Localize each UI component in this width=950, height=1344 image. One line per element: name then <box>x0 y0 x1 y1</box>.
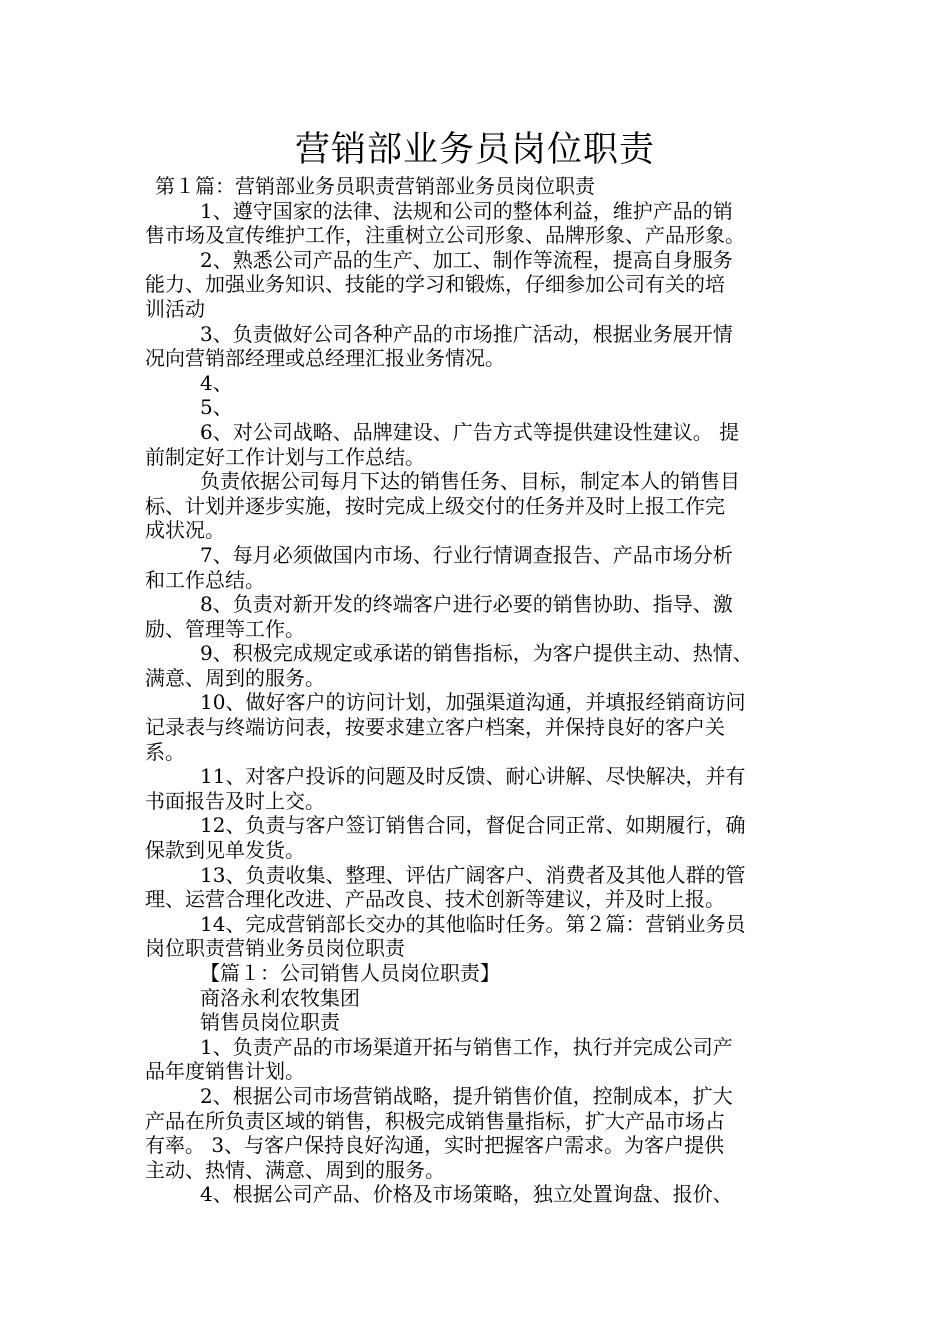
document-body <box>145 174 815 1207</box>
paragraph-line: 5、 <box>200 395 233 420</box>
paragraph-line: 1、遵守国家的法律、法规和公司的整体利益，维护产品的销 <box>200 198 733 223</box>
paragraph-line: 标、计划并逐步实施，按时完成上级交付的任务并及时上报工作完 <box>145 493 725 518</box>
paragraph-line: 产品在所负责区域的销售，积极完成销售量指标，扩大产品市场占 <box>145 1108 725 1133</box>
paragraph-line: 品年度销售计划。 <box>145 1059 305 1084</box>
paragraph-line: 14、完成营销部长交办的其他临时任务。第２篇：营销业务员 <box>200 911 746 936</box>
subsection-title: 销售员岗位职责 <box>200 1010 340 1035</box>
paragraph-line: 岗位职责营销业务员岗位职责 <box>145 936 405 961</box>
paragraph-line: 满意、周到的服务。 <box>145 665 325 690</box>
paragraph-line: 和工作总结。 <box>145 567 265 592</box>
paragraph-line: 成状况。 <box>145 518 225 543</box>
paragraph-line: 保款到见单发货。 <box>145 838 305 863</box>
paragraph-line: 售市场及宣传维护工作，注重树立公司形象、品牌形象、产品形象。 <box>145 223 745 248</box>
paragraph-line: 6、对公司战略、品牌建设、广告方式等提供建设性建议。 提 <box>200 419 740 444</box>
paragraph-line: 2、熟悉公司产品的生产、加工、制作等流程，提高自身服务 <box>200 247 733 272</box>
paragraph-line: 12、负责与客户签订销售合同，督促合同正常、如期履行，确 <box>200 813 746 838</box>
paragraph-line: 10、做好客户的访问计划，加强渠道沟通，并填报经销商访问 <box>200 690 746 715</box>
paragraph-line: 前制定好工作计划与工作总结。 <box>145 444 425 469</box>
company-name: 商洛永利农牧集团 <box>200 985 360 1010</box>
paragraph-line: 况向营销部经理或总经理汇报业务情况。 <box>145 346 505 371</box>
paragraph-line: 系。 <box>145 739 185 764</box>
paragraph-line: 励、管理等工作。 <box>145 616 305 641</box>
paragraph-line: 负责依据公司每月下达的销售任务、目标，制定本人的销售目 <box>200 469 740 494</box>
paragraph-line: 理、运营合理化改进、产品改良、技术创新等建议，并及时上报。 <box>145 887 725 912</box>
paragraph-line: 13、负责收集、整理、评估广阔客户、消费者及其他人群的管 <box>200 862 746 887</box>
section-heading: 第１篇：营销部业务员职责营销部业务员岗位职责 <box>155 174 595 198</box>
paragraph-line: 主动、热情、满意、周到的服务。 <box>145 1157 445 1182</box>
paragraph-line: 4、 <box>200 370 233 395</box>
paragraph-line: 2、根据公司市场营销战略，提升销售价值，控制成本，扩大 <box>200 1083 733 1108</box>
paragraph-line: 11、对客户投诉的问题及时反馈、耐心讲解、尽快解决，并有 <box>200 764 746 789</box>
paragraph-line: 训活动 <box>145 296 205 321</box>
paragraph-line: 9、积极完成规定或承诺的销售指标，为客户提供主动、热情、 <box>200 641 753 666</box>
paragraph-line: 1、负责产品的市场渠道开拓与销售工作，执行并完成公司产 <box>200 1034 733 1059</box>
paragraph-line: 书面报告及时上交。 <box>145 788 325 813</box>
paragraph-line: 8、负责对新开发的终端客户进行必要的销售协助、指导、激 <box>200 592 733 617</box>
paragraph-line: 4、根据公司产品、价格及市场策略，独立处置询盘、报价、 <box>200 1182 733 1207</box>
paragraph-line: 7、每月必须做国内市场、行业行情调查报告、产品市场分析 <box>200 542 733 567</box>
section-heading: 【篇１：公司销售人员岗位职责】 <box>200 961 500 985</box>
paragraph-line: 3、负责做好公司各种产品的市场推广活动，根据业务展开情 <box>200 321 733 346</box>
paragraph-line: 记录表与终端访问表，按要求建立客户档案，并保持良好的客户关 <box>145 715 725 740</box>
paragraph-line: 能力、加强业务知识、技能的学习和锻炼，仔细参加公司有关的培 <box>145 272 725 297</box>
document-title: 营销部业务员岗位职责 <box>294 130 655 170</box>
paragraph-line: 有率。 3、与客户保持良好沟通，实时把握客户需求。为客户提供 <box>145 1133 725 1158</box>
